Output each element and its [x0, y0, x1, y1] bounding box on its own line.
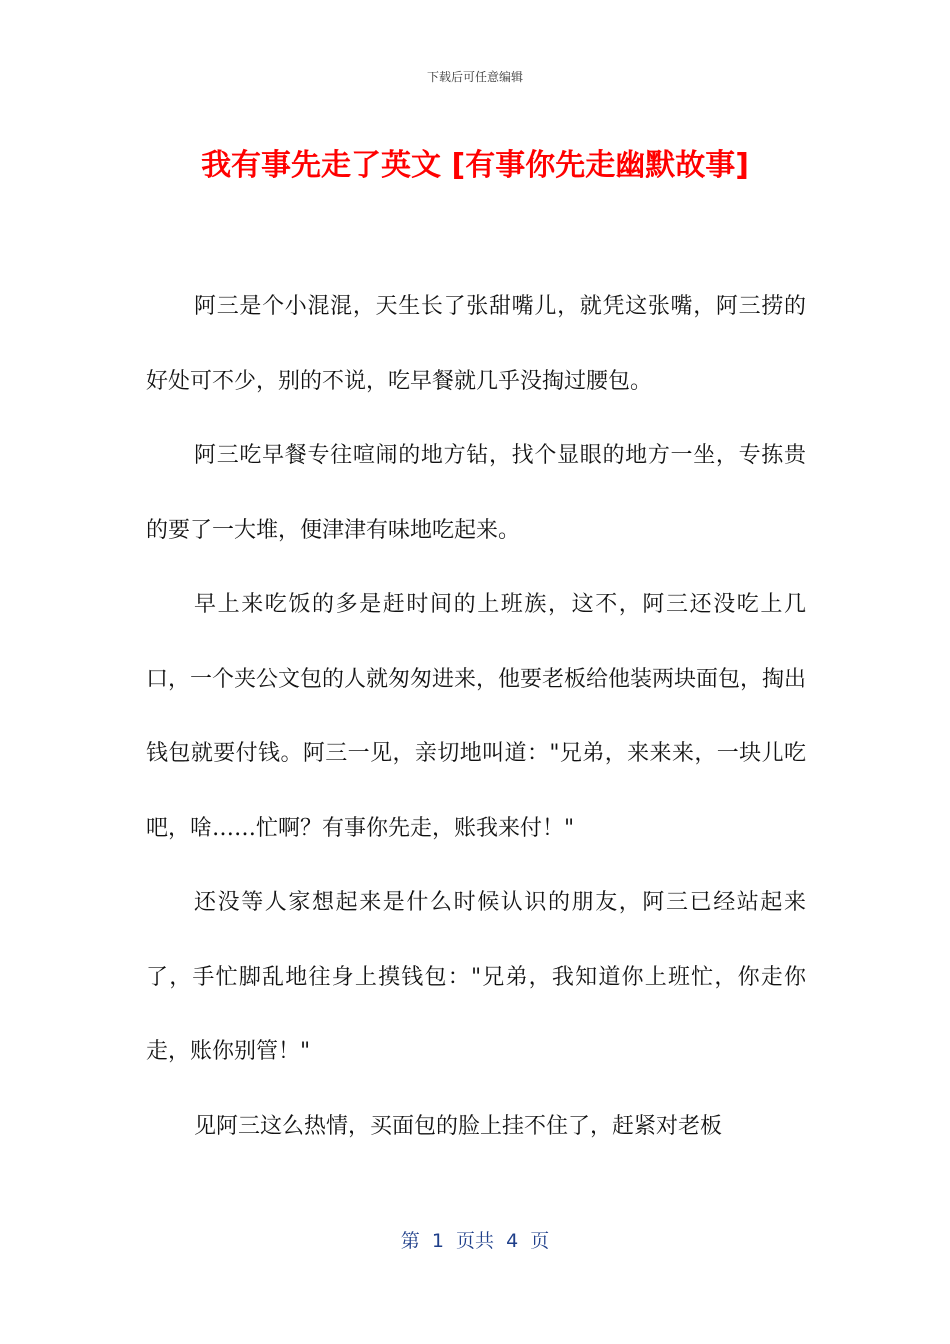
paragraph: 见阿三这么热情，买面包的脸上挂不住了，赶紧对老板 — [194, 1113, 723, 1139]
document-title: 我有事先走了英文 [有事你先走幽默故事] — [201, 148, 749, 183]
paragraph: 早上来吃饭的多是赶时间的上班族，这不，阿三还没吃上几口，一个夹公文包的人就匆匆进来，他要老板给他装两块面包，掏出钱包就要付钱。阿三一见，亲切地叫道："兄弟，来来来，一块儿吃吧，啥……忙啊？有事你先走，账我来付！" — [146, 592, 807, 841]
paragraph: 阿三吃早餐专往喧闹的地方钻，找个显眼的地方一坐，专拣贵的要了一大堆，便津津有味地吃起来。 — [146, 443, 806, 543]
paragraph: 还没等人家想起来是什么时候认识的朋友，阿三已经站起来了，手忙脚乱地往身上摸钱包："兄弟，我知道你上班忙，你走你走，账你别管！" — [146, 890, 806, 1064]
header-note: 下载后可任意编辑 — [426, 70, 523, 84]
paragraph: 阿三是个小混混，天生长了张甜嘴儿，就凭这张嘴，阿三捞的好处可不少，别的不说，吃早餐就几乎没掏过腰包。 — [146, 294, 806, 394]
page-number-footer: 第 1 页共 4 页 — [400, 1230, 550, 1252]
document-body — [146, 270, 806, 1164]
